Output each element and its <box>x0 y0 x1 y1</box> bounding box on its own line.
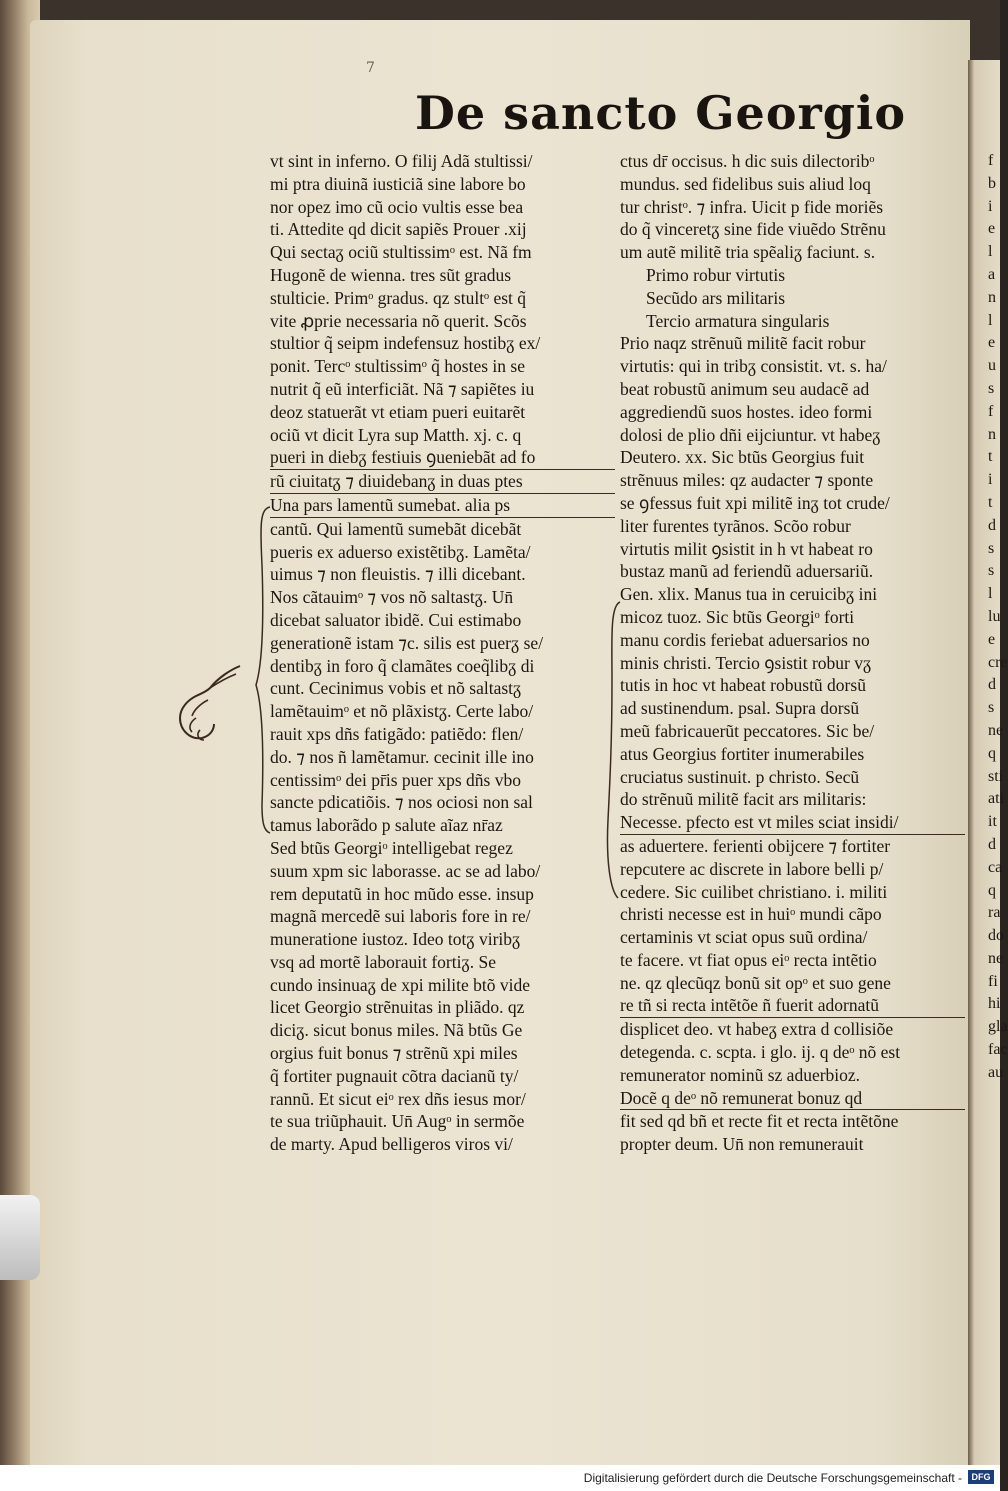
text-column-left <box>270 150 615 1156</box>
text-line: deoz statuerãt vt etiam pueri euitarẽt <box>270 401 526 422</box>
text-line: fit sed qd bñ et recte fit et recta intẽtõne <box>620 1111 899 1132</box>
text-line: ctus dr̄ occisus. h dic suis dilectoribᵒ <box>620 151 875 171</box>
text-line-fragment: e <box>988 220 996 238</box>
text-line: beat robustũ animum seu audacẽ ad <box>620 378 870 399</box>
text-line: vsq ad mortẽ laborauit fortiᵹ. Se <box>270 951 496 972</box>
text-line-fragment: i <box>988 197 993 215</box>
text-line: atus Georgius fortiter inumerabiles <box>620 743 865 764</box>
text-line: vt sint in inferno. O filij Adã stultissi/ <box>270 151 533 171</box>
text-line-fragment: n <box>988 288 996 306</box>
text-line: generationẽ istam ⁊c. silis est puerᵹ se/ <box>270 632 544 653</box>
text-line: Prio naqz strẽnuũ militẽ facit robur <box>620 333 866 354</box>
text-line-fragment: t <box>988 493 993 511</box>
text-line: nor opez imo cũ ocio vultis esse bea <box>270 196 524 217</box>
text-line: dolosi de plio dñi eijciuntur. vt habeᵹ <box>620 424 881 445</box>
text-line: rem deputatũ in hoc mũdo esse. insup <box>270 883 534 904</box>
text-line: Qui sectaᵹ ociũ stultissimᵒ est. Nã fm <box>270 242 532 263</box>
text-line: manu cordis feriebat aduersarios no <box>620 629 870 650</box>
text-line-fragment: lu <box>988 607 1001 625</box>
footer-credit: Digitalisierung gefördert durch die Deutsche Forschungsgemeinschaft - <box>583 1471 962 1485</box>
text-line: ne. qz qlecũqz bonũ sit opᵒ et suo gene <box>620 972 891 993</box>
text-line-fragment: l <box>988 311 993 329</box>
text-line-fragment: s <box>988 379 995 397</box>
text-line-fragment: i <box>988 471 993 489</box>
text-line: cunt. Cecinimus vobis et nõ saltastᵹ <box>270 678 522 699</box>
text-line: se ꝯfessus fuit xpi militẽ inᵹ tot crude/ <box>620 492 890 513</box>
text-line-fragment: ne <box>988 949 1004 967</box>
text-line-fragment: n <box>988 425 996 443</box>
text-line: diciᵹ. sicut bonus miles. Nã btũs Ge <box>270 1020 523 1041</box>
text-line-fragment: cre <box>988 653 1008 671</box>
text-line: Una pars lamentũ sumebat. alia ps <box>270 494 615 518</box>
text-line-fragment: d <box>988 676 996 694</box>
text-line: suum xpm sic laborasse. ac se ad labo/ <box>270 860 541 881</box>
text-line: Sed btũs Georgiᵒ intelligebat regez <box>270 837 513 858</box>
text-line-fragment: f <box>988 152 994 169</box>
text-line: cruciatus sustinuit. p christo. Secũ <box>620 766 860 787</box>
text-line: rũ ciuitatᵹ ⁊ diuidebanᵹ in duas ptes <box>270 470 615 494</box>
text-line-fragment: ne <box>988 721 1004 739</box>
text-line: sancte pdicatiõis. ⁊ nos ociosi non sal <box>270 792 533 813</box>
text-line: displicet deo. vt habeᵹ extra d collisiõe <box>620 1019 894 1040</box>
text-line-fragment: ati <box>988 790 1004 808</box>
margin-bracket-right <box>600 600 624 900</box>
text-line: Deutero. xx. Sic btũs Georgius fuit <box>620 447 865 468</box>
text-line-fragment: s <box>988 699 995 717</box>
text-line: magnã mercedẽ sui laboris fore in re/ <box>270 906 531 927</box>
text-line: lamẽtauimᵒ et nõ plãxistᵹ. Certe labo/ <box>270 701 534 722</box>
page-title: De sancto Georgio <box>415 86 907 140</box>
text-line: aggrediendũ suos hostes. ideo formi <box>620 401 873 422</box>
text-line-fragment: sti <box>988 767 1004 785</box>
text-line: virtutis milit ꝯsistit in h vt habeat ro <box>620 538 873 559</box>
text-line: stultior q̃ seipm indefensuz hostibᵹ ex/ <box>270 333 541 354</box>
text-line: remunerator nominũ sz aduerbioz. <box>620 1064 861 1085</box>
text-line-fragment: s <box>988 539 995 557</box>
text-line: liter furentes tyrãnos. Scõo robur <box>620 515 851 536</box>
text-line-fragment: do <box>988 927 1004 945</box>
text-line: Hugonẽ de wienna. tres sũt gradus <box>270 264 512 285</box>
text-line-fragment: q <box>988 881 996 899</box>
text-line-fragment: a <box>988 265 996 283</box>
margin-bracket-left <box>250 505 274 835</box>
text-line-fragment: d <box>988 835 996 853</box>
text-line-fragment: au <box>988 1063 1004 1081</box>
text-line: cundo insinuaᵹ de xpi milite btõ vide <box>270 974 531 995</box>
text-line-fragment: l <box>988 243 993 261</box>
text-line: Secũdo ars militaris <box>646 287 786 308</box>
text-line: centissimᵒ dei pr̄is puer xps dñs vbo <box>270 769 521 790</box>
text-line-fragment: fi <box>988 972 998 990</box>
text-line: do. ⁊ nos ñ lamẽtamur. cecinit ille ino <box>270 746 534 767</box>
text-line: uimus ⁊ non fleuistis. ⁊ illi dicebant. <box>270 564 526 585</box>
text-line: virtutis: qui in tribᵹ consistit. vt. s. ha/ <box>620 356 887 377</box>
text-line-fragment: fac <box>988 1041 1008 1059</box>
text-line: te sua triũphauit. Un̄ Augᵒ in sermõe <box>270 1111 525 1132</box>
text-line: mundus. sed fidelibus suis aliud loq <box>620 173 871 194</box>
text-line: cantũ. Qui lamentũ sumebãt dicebãt <box>270 518 522 539</box>
text-line-fragment: l <box>988 585 993 603</box>
text-line-fragment: e <box>988 334 996 352</box>
text-line-fragment: e <box>988 630 996 648</box>
text-line: q̃ fortiter pugnauit cõtra dacianũ ty/ <box>270 1065 519 1086</box>
text-line-fragment: s <box>988 562 995 580</box>
folio-mark: 7 <box>366 60 375 76</box>
text-line: Necesse. pfecto est vt miles sciat insidi/ <box>620 811 965 835</box>
text-line: dentibᵹ in foro q̃ clamãtes coeq̃libᵹ di <box>270 655 535 676</box>
text-line: detegenda. c. scpta. i glo. ij. q deᵒ nõ est <box>620 1042 901 1063</box>
manicule-icon <box>170 660 250 750</box>
text-line: certaminis vt sciat opus suũ ordina/ <box>620 927 868 948</box>
text-line-fragment: q <box>988 744 996 762</box>
text-line: te facere. vt fiat opus eiᵒ recta intẽtio <box>620 949 877 970</box>
text-line: rauit xps dñs fatigãdo: patiẽdo: flen/ <box>270 723 524 744</box>
text-line: cedere. Sic cuilibet christiano. i. militi <box>620 881 888 902</box>
text-line: christi necesse est in huiᵒ mundi cãpo <box>620 904 882 925</box>
text-line: Tercio armatura singularis <box>646 310 830 331</box>
text-line: Docẽ q deᵒ nõ remunerat bonuz qd <box>620 1087 965 1111</box>
text-line-fragment: d <box>988 516 996 534</box>
text-line: pueri in diebᵹ festiuis ꝯueniebãt ad fo <box>270 446 615 470</box>
page-clip <box>0 1195 40 1280</box>
text-line: propter deum. Un̄ non remunerauit <box>620 1134 864 1155</box>
text-line-fragment: ca <box>988 858 1003 876</box>
text-line: as aduertere. ferienti obijcere ⁊ fortiter <box>620 835 891 856</box>
text-column-right <box>620 150 965 1156</box>
text-line: ad sustinendum. psal. Supra dorsũ <box>620 698 860 719</box>
text-line: mi ptra diuinã iusticiã sine labore bo <box>270 173 526 194</box>
text-line: licet Georgio strẽnuitas in pliãdo. qz <box>270 997 525 1018</box>
text-line: repcutere ac discrete in labore belli p/ <box>620 858 884 879</box>
text-line: pueris ex aduerso existẽtibᵹ. Lamẽta/ <box>270 541 531 562</box>
text-line: strẽnuus miles: qz audacter ⁊ sponte <box>620 470 874 491</box>
text-line: micoz tuoz. Sic btũs Georgiᵒ forti <box>620 606 855 627</box>
text-line-fragment: b <box>988 174 996 192</box>
text-line-fragment: it <box>988 813 997 831</box>
text-line: tutis in hoc vt habeat robustũ dorsũ <box>620 675 866 696</box>
text-line: nutrit q̃ eũ interficiãt. Nã ⁊ sapiẽtes iu <box>270 378 535 399</box>
text-line: bustaz manũ ad feriendũ aduersariũ. <box>620 561 874 582</box>
text-line: vite ꝓprie necessaria nõ querit. Scõs <box>270 310 527 331</box>
text-column-facing-fragment <box>988 150 1008 1085</box>
text-line: um autẽ militẽ tria spẽaliᵹ faciunt. s. <box>620 242 876 263</box>
text-line-fragment: gla <box>988 1018 1008 1036</box>
text-line: Gen. xlix. Manus tua in ceruicibᵹ ini <box>620 584 878 605</box>
text-line: dicebat saluator ibidẽ. Cui estimabo <box>270 609 522 630</box>
text-line: meũ fabricauerũt peccatores. Sic be/ <box>620 720 875 741</box>
text-line: orgius fuit bonus ⁊ strẽnũ xpi miles <box>270 1043 518 1064</box>
text-line: tamus laborãdo p salute aĩaz nr̄az <box>270 815 503 836</box>
dfg-logo: DFG <box>968 1470 994 1484</box>
text-line: minis christi. Tercio ꝯsistit robur vᵹ <box>620 652 872 673</box>
text-line: ponit. Tercᵒ stultissimᵒ q̃ hostes in se <box>270 356 525 377</box>
text-line: rannũ. Et sicut eiᵒ rex dñs iesus mor/ <box>270 1088 526 1109</box>
text-line: Nos cãtauimᵒ ⁊ vos nõ saltastᵹ. Un̄ <box>270 587 514 608</box>
text-line-fragment: hi <box>988 995 1001 1013</box>
text-line: ociũ vt dicit Lyra sup Matth. xj. c. q <box>270 424 522 445</box>
text-line: ti. Attedite qd dicit sapiẽs Prouer .xij <box>270 219 527 240</box>
text-line: de marty. Apud belligeros viros vi/ <box>270 1134 513 1155</box>
text-line: muneratione iustoz. Ideo totᵹ viribᵹ <box>270 929 521 950</box>
text-line: Primo robur virtutis <box>646 264 786 285</box>
text-line: do q̃ vinceretᵹ sine fide viuẽdo Strẽnu <box>620 219 886 240</box>
text-line: stulticie. Primᵒ gradus. qz stultᵒ est q̃ <box>270 287 527 308</box>
text-line: re tñ si recta intẽtõe ñ fuerit adornatũ <box>620 994 965 1018</box>
footer-bar <box>0 1465 1000 1491</box>
text-line-fragment: ra <box>988 904 1001 922</box>
text-line-fragment: t <box>988 448 993 466</box>
text-line: do strẽnuũ militẽ facit ars militaris: <box>620 789 867 810</box>
text-line-fragment: u <box>988 357 996 375</box>
text-line: tur christᵒ. ⁊ infra. Uicit p fide moriẽs <box>620 196 884 217</box>
text-line-fragment: f <box>988 402 994 420</box>
